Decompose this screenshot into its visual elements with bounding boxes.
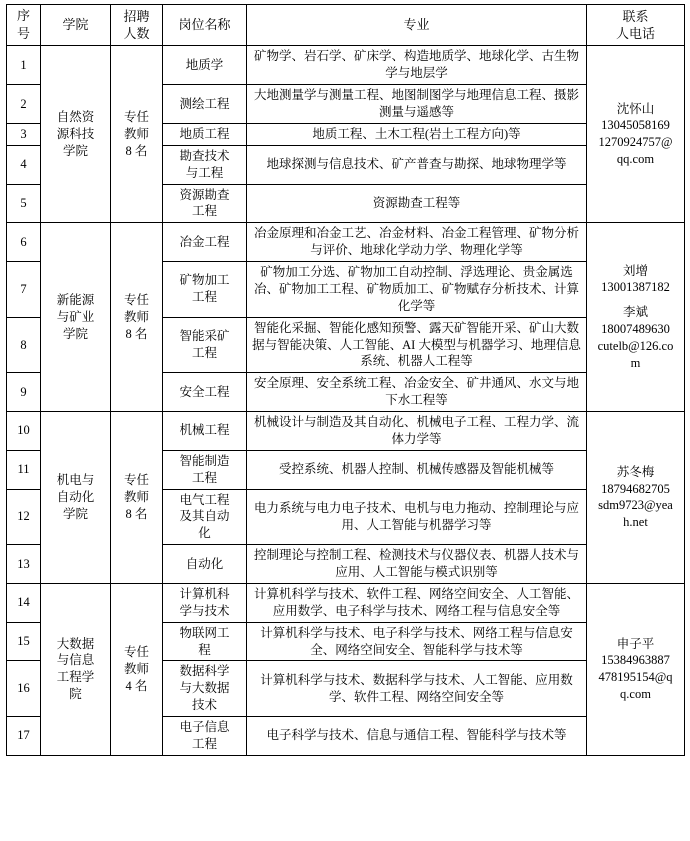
- contact-phone: 15384963887: [601, 653, 670, 668]
- row-no: 17: [7, 717, 41, 756]
- count-line: 专任: [123, 473, 149, 488]
- post-line: 冶金工程: [179, 234, 230, 249]
- header-college-label: 学院: [62, 17, 89, 33]
- count-line: 教师: [123, 126, 149, 141]
- group-count: [111, 412, 163, 584]
- college-line: 与信息: [56, 653, 95, 668]
- college-line: 大数据: [56, 636, 95, 651]
- post-line: 安全工程: [179, 384, 230, 399]
- group-college: [41, 583, 111, 755]
- header-major-label: 专业: [403, 17, 430, 33]
- group-college: [41, 223, 111, 412]
- count-line: 专任: [123, 645, 149, 659]
- row-post: [163, 85, 247, 124]
- college-line: 院: [69, 687, 82, 702]
- contact-phone: 18794682705: [601, 481, 670, 496]
- count-line: 专任: [123, 110, 149, 124]
- post-line: 数据科学: [179, 664, 230, 679]
- contact-email-line: 478195154@q: [598, 670, 673, 685]
- row-major: 矿物学、岩石学、矿床学、构造地质学、地球化学、古生物学与地层学: [247, 46, 587, 85]
- contact-name: 李斌: [622, 305, 648, 320]
- count-line: 教师: [123, 661, 149, 676]
- contact-email-line: sdm9723@yea: [598, 498, 673, 513]
- post-line: 电子信息: [179, 720, 230, 734]
- row-major: 地质工程、土木工程(岩土工程方向)等: [247, 123, 587, 145]
- post-line: 测绘工程: [179, 96, 230, 111]
- group-contact: [587, 583, 685, 755]
- header-no-line1: 序: [16, 8, 30, 23]
- header-contact: [587, 5, 685, 46]
- post-line: 智能采矿: [179, 329, 230, 344]
- row-major: 机械设计与制造及其自动化、机械电子工程、工程力学、流体力学等: [247, 412, 587, 451]
- post-line: 地质学: [185, 57, 224, 72]
- row-major: 矿物加工分选、矿物加工自动控制、浮选理论、贵金属选冶、矿物加工工程、矿物质加工、矿物赋存分析技术、计算化学等: [247, 262, 587, 318]
- contact-phone: 13001387182: [601, 280, 670, 295]
- post-line: 学与技术: [179, 603, 230, 618]
- row-post: [163, 583, 247, 622]
- table-header-row: [7, 5, 685, 46]
- header-no-line2: 号: [16, 26, 30, 42]
- post-line: 程: [198, 642, 211, 657]
- row-post: [163, 317, 247, 373]
- group-college: [41, 412, 111, 584]
- post-line: 与工程: [185, 165, 224, 180]
- row-no: 8: [7, 317, 41, 373]
- college-line: 新能源: [56, 292, 95, 307]
- count-line: 8 名: [125, 326, 148, 341]
- college-line: 源科技: [56, 126, 95, 141]
- contact-email-line: m: [630, 355, 641, 370]
- post-line: 矿物加工: [179, 273, 230, 288]
- row-no: 12: [7, 489, 41, 545]
- college-line: 学院: [62, 143, 88, 158]
- table-row: [7, 223, 685, 262]
- post-line: 及其自动: [179, 509, 230, 524]
- group-count: [111, 46, 163, 223]
- row-post: [163, 373, 247, 412]
- contact-email-line: q.com: [620, 687, 651, 702]
- college-line: 自动化: [56, 490, 95, 504]
- row-no: 11: [7, 450, 41, 489]
- row-major: 控制理论与控制工程、检测技术与仪器仪表、机器人技术与应用、人工智能与模式识别等: [247, 545, 587, 584]
- row-post: [163, 123, 247, 145]
- post-line: 自动化: [185, 556, 224, 571]
- row-no: 14: [7, 583, 41, 622]
- row-no: 4: [7, 145, 41, 184]
- row-post: [163, 545, 247, 584]
- header-no: [7, 5, 41, 46]
- header-major: [247, 5, 587, 46]
- row-no: 13: [7, 545, 41, 584]
- row-major: 大地测量学与测量工程、地图制图学与地理信息工程、摄影测量与遥感等: [247, 85, 587, 124]
- row-major: 电力系统与电力电子技术、电机与电力拖动、控制理论与应用、人工智能与机器学习等: [247, 489, 587, 545]
- row-major: 地球探测与信息技术、矿产普查与勘探、地球物理学等: [247, 145, 587, 184]
- row-post: [163, 661, 247, 717]
- contact-name: 苏冬梅: [616, 464, 655, 479]
- table-row: [7, 46, 685, 85]
- post-line: 工程: [191, 470, 217, 485]
- college-line: 自然资: [56, 110, 95, 124]
- contact-email-line: cutelb@126.co: [597, 339, 674, 353]
- count-line: 专任: [123, 292, 149, 307]
- row-no: 3: [7, 123, 41, 145]
- header-post: [163, 5, 247, 46]
- group-contact: [587, 223, 685, 412]
- college-line: 工程学: [56, 670, 95, 685]
- group-college: [41, 46, 111, 223]
- post-line: 机械工程: [179, 423, 230, 438]
- contact-name: 刘增: [622, 263, 648, 278]
- table-row: [7, 412, 685, 451]
- group-count: [111, 223, 163, 412]
- row-major: 计算机科学与技术、软件工程、网络空间安全、人工智能、应用数学、电子科学与技术、网络工程与信息安全等: [247, 583, 587, 622]
- row-post: [163, 46, 247, 85]
- row-no: 6: [7, 223, 41, 262]
- post-line: 物联网工: [179, 625, 230, 640]
- row-no: 1: [7, 46, 41, 85]
- contact-email-line: h.net: [623, 515, 648, 530]
- post-line: 工程: [191, 736, 217, 751]
- row-major: 智能化采掘、智能化感知预警、露天矿智能开采、矿山大数据与智能决策、人工智能、AI 大模型与机器学习、地理信息系统、机器人工程等: [247, 317, 587, 373]
- contact-phone: 13045058169: [601, 118, 670, 133]
- row-post: [163, 223, 247, 262]
- header-contact-line2: 人电话: [615, 26, 655, 42]
- contact-email-line: 1270924757@: [598, 135, 673, 150]
- recruitment-table: [6, 4, 685, 756]
- contact-phone: 18007489630: [601, 322, 670, 337]
- post-line: 与大数据: [179, 681, 230, 696]
- college-line: 与矿业: [56, 309, 95, 324]
- row-no: 16: [7, 661, 41, 717]
- count-line: 教师: [123, 309, 149, 324]
- post-line: 工程: [191, 345, 217, 360]
- post-line: 化: [198, 526, 211, 541]
- row-post: [163, 450, 247, 489]
- table-row: [7, 583, 685, 622]
- post-line: 计算机科: [179, 586, 230, 601]
- row-no: 5: [7, 184, 41, 223]
- group-contact: [587, 46, 685, 223]
- row-post: [163, 622, 247, 661]
- college-line: 学院: [62, 506, 88, 521]
- row-post: [163, 489, 247, 545]
- row-major: 计算机科学与技术、数据科学与技术、人工智能、应用数学、软件工程、网络空间安全等: [247, 661, 587, 717]
- row-no: 2: [7, 85, 41, 124]
- row-major: 受控系统、机器人控制、机械传感器及智能机械等: [247, 450, 587, 489]
- header-count-line1: 招聘: [123, 8, 150, 24]
- row-no: 15: [7, 622, 41, 661]
- post-line: 工程: [191, 204, 217, 219]
- college-line: 学院: [62, 326, 88, 341]
- count-line: 8 名: [125, 506, 148, 521]
- row-major: 安全原理、安全系统工程、冶金安全、矿井通风、水文与地下水工程等: [247, 373, 587, 412]
- count-line: 教师: [123, 490, 149, 504]
- group-count: [111, 583, 163, 755]
- row-post: [163, 184, 247, 223]
- header-contact-line1: 联系: [622, 8, 649, 24]
- contact-name: 沈怀山: [616, 101, 655, 116]
- row-major: 冶金原理和冶金工艺、冶金材料、冶金工程管理、矿物分析与评价、地球化学动力学、物理化学等: [247, 223, 587, 262]
- row-major: 电子科学与技术、信息与通信工程、智能科学与技术等: [247, 717, 587, 756]
- row-post: [163, 145, 247, 184]
- row-major: 计算机科学与技术、电子科学与技术、网络工程与信息安全、网络空间安全、智能科学与技术等: [247, 622, 587, 661]
- contact-name: 申子平: [616, 636, 655, 651]
- row-no: 10: [7, 412, 41, 451]
- row-post: [163, 412, 247, 451]
- row-no: 7: [7, 262, 41, 318]
- post-line: 地质工程: [179, 126, 230, 141]
- count-line: 8 名: [125, 143, 148, 158]
- post-line: 勘查技术: [179, 148, 230, 163]
- post-line: 智能制造: [179, 453, 230, 468]
- contact-email-line: qq.com: [616, 152, 655, 167]
- row-major: 资源勘查工程等: [247, 184, 587, 223]
- post-line: 技术: [191, 698, 217, 713]
- header-count: [111, 5, 163, 46]
- row-post: [163, 717, 247, 756]
- post-line: 工程: [191, 290, 217, 305]
- contact-spacer: [590, 296, 681, 304]
- header-college: [41, 5, 111, 46]
- group-contact: [587, 412, 685, 584]
- college-line: 机电与: [56, 473, 95, 488]
- header-count-line2: 人数: [123, 26, 150, 42]
- post-line: 资源勘查: [179, 187, 230, 202]
- count-line: 4 名: [125, 678, 148, 693]
- row-post: [163, 262, 247, 318]
- post-line: 电气工程: [179, 492, 230, 507]
- header-post-label: 岗位名称: [178, 17, 231, 33]
- row-no: 9: [7, 373, 41, 412]
